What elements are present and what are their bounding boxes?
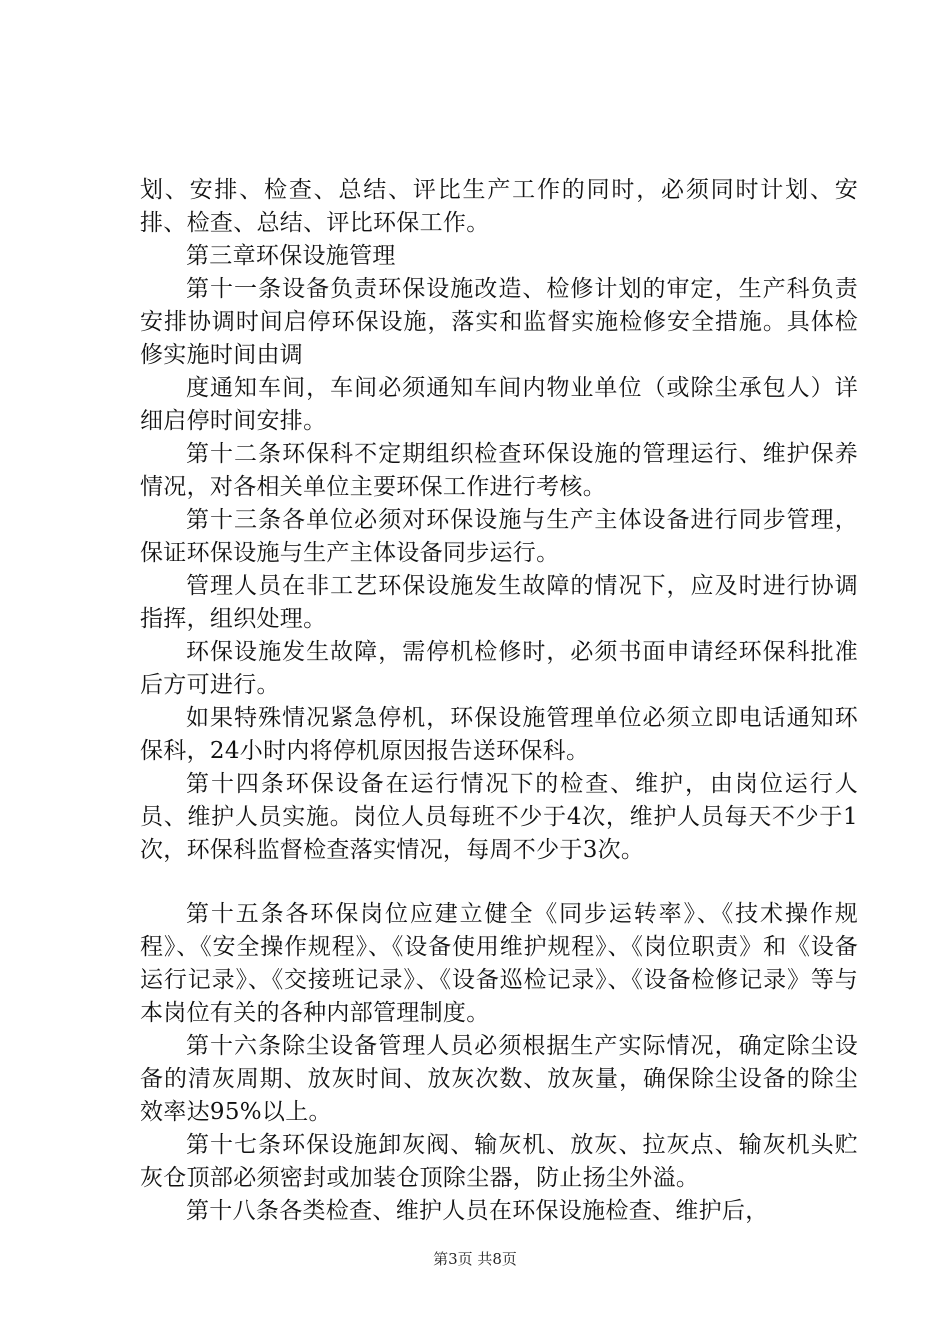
paragraph-article-13-c: 如果特殊情况紧急停机，环保设施管理单位必须立即电话通知环保科，24小时内将停机原因报告送环保科。 [140, 705, 858, 764]
paragraph-article-17: 第十七条环保设施卸灰阀、输灰机、放灰、拉灰点、输灰机头贮灰仓顶部必须密封或加装仓顶除尘器，防止扬尘外溢。 [140, 1132, 858, 1191]
paragraph-article-13-a: 管理人员在非工艺环保设施发生故障的情况下，应及时进行协调指挥，组织处理。 [140, 573, 858, 632]
paragraph-article-15: 第十五条各环保岗位应建立健全《同步运转率》、《技术操作规程》、《安全操作规程》、《设备使用维护规程》、《岗位职责》和《设备运行记录》、《交接班记录》、《设备巡检记录》、《设备检修记录》等与本岗位有关的各种内部管理制度。 [140, 901, 858, 1026]
chapter-heading: 第三章环保设施管理 [186, 243, 396, 269]
paragraph-article-18: 第十八条各类检查、维护人员在环保设施检查、维护后， [186, 1198, 769, 1224]
paragraph-1: 划、安排、检查、总结、评比生产工作的同时，必须同时计划、安排、检查、总结、评比环保工作。 [140, 177, 858, 236]
paragraph-article-11-cont: 度通知车间，车间必须通知车间内物业单位（或除尘承包人）详细启停时间安排。 [140, 375, 858, 434]
paragraph-article-14: 第十四条环保设备在运行情况下的检查、维护，由岗位运行人员、维护人员实施。岗位人员每班不少于4次，维护人员每天不少于1次，环保科监督检查落实情况，每周不少于3次。 [140, 771, 858, 863]
page-number-footer: 第3页 共8页 [433, 1250, 517, 1268]
paragraph-article-16: 第十六条除尘设备管理人员必须根据生产实际情况，确定除尘设备的清灰周期、放灰时间、放灰次数、放灰量，确保除尘设备的除尘效率达95%以上。 [140, 1033, 858, 1125]
paragraph-article-12: 第十二条环保科不定期组织检查环保设施的管理运行、维护保养情况，对各相关单位主要环保工作进行考核。 [140, 441, 858, 500]
paragraph-article-13: 第十三条各单位必须对环保设施与生产主体设备进行同步管理，保证环保设施与生产主体设备同步运行。 [140, 507, 858, 566]
document-body [140, 174, 858, 1228]
paragraph-article-11: 第十一条设备负责环保设施改造、检修计划的审定，生产科负责安排协调时间启停环保设施，落实和监督实施检修安全措施。具体检修实施时间由调 [140, 276, 858, 368]
paragraph-article-13-b: 环保设施发生故障，需停机检修时，必须书面申请经环保科批准后方可进行。 [140, 639, 858, 698]
paragraph-spacer [140, 867, 858, 898]
